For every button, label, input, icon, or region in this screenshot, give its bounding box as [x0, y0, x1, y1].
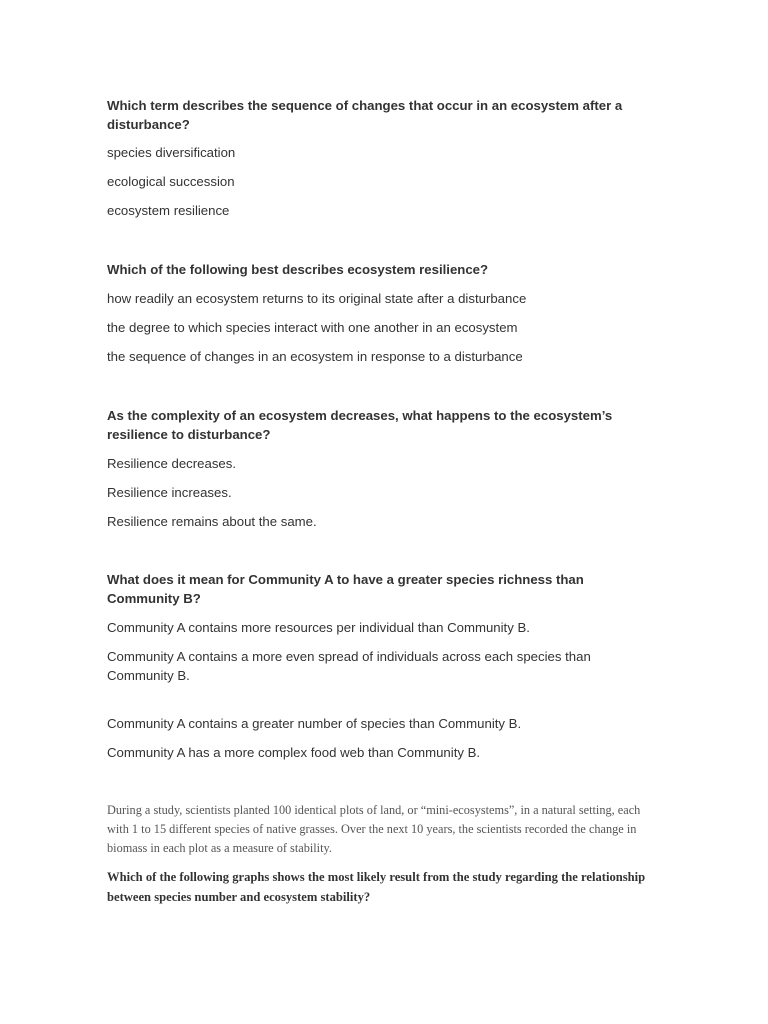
q4-option-2[interactable]: Community A contains a more even spread of individuals across each species than Community B. — [107, 649, 591, 683]
q4-option-4[interactable]: Community A has a more complex food web than Community B. — [107, 745, 481, 760]
q3-option-1[interactable]: Resilience decreases. — [107, 456, 237, 471]
question-3: As the complexity of an ecosystem decreases, what happens to the ecosystem’s resilience to disturbance? — [107, 408, 613, 442]
q2-option-2[interactable]: the degree to which species interact with one another in an ecosystem — [107, 320, 518, 335]
q1-option-2[interactable]: ecological succession — [107, 174, 235, 189]
study-question: Which of the following graphs shows the most likely result from the study regarding the relationship between species number and ecosystem stability? — [107, 870, 646, 904]
q4-option-3[interactable]: Community A contains a greater number of species than Community B. — [107, 716, 522, 731]
document-page — [107, 96, 655, 907]
question-4: What does it mean for Community A to have a greater species richness than Community B? — [107, 572, 584, 606]
q1-option-1[interactable]: species diversification — [107, 145, 236, 160]
q4-option-1[interactable]: Community A contains more resources per individual than Community B. — [107, 620, 530, 635]
question-1: Which term describes the sequence of changes that occur in an ecosystem after a disturbance? — [107, 98, 623, 132]
q2-option-1[interactable]: how readily an ecosystem returns to its original state after a disturbance — [107, 291, 527, 306]
q3-option-3[interactable]: Resilience remains about the same. — [107, 514, 317, 529]
study-paragraph: During a study, scientists planted 100 identical plots of land, or “mini-ecosystems”, in a natural setting, each with 1 to 15 different species of native grasses. Over the next 10 years, the scientists recorded the change in biomass in each plot as a measure of stability. — [107, 803, 641, 855]
q1-option-3[interactable]: ecosystem resilience — [107, 203, 230, 218]
q3-option-2[interactable]: Resilience increases. — [107, 485, 232, 500]
question-2: Which of the following best describes ecosystem resilience? — [107, 262, 489, 277]
q2-option-3[interactable]: the sequence of changes in an ecosystem in response to a disturbance — [107, 349, 523, 364]
